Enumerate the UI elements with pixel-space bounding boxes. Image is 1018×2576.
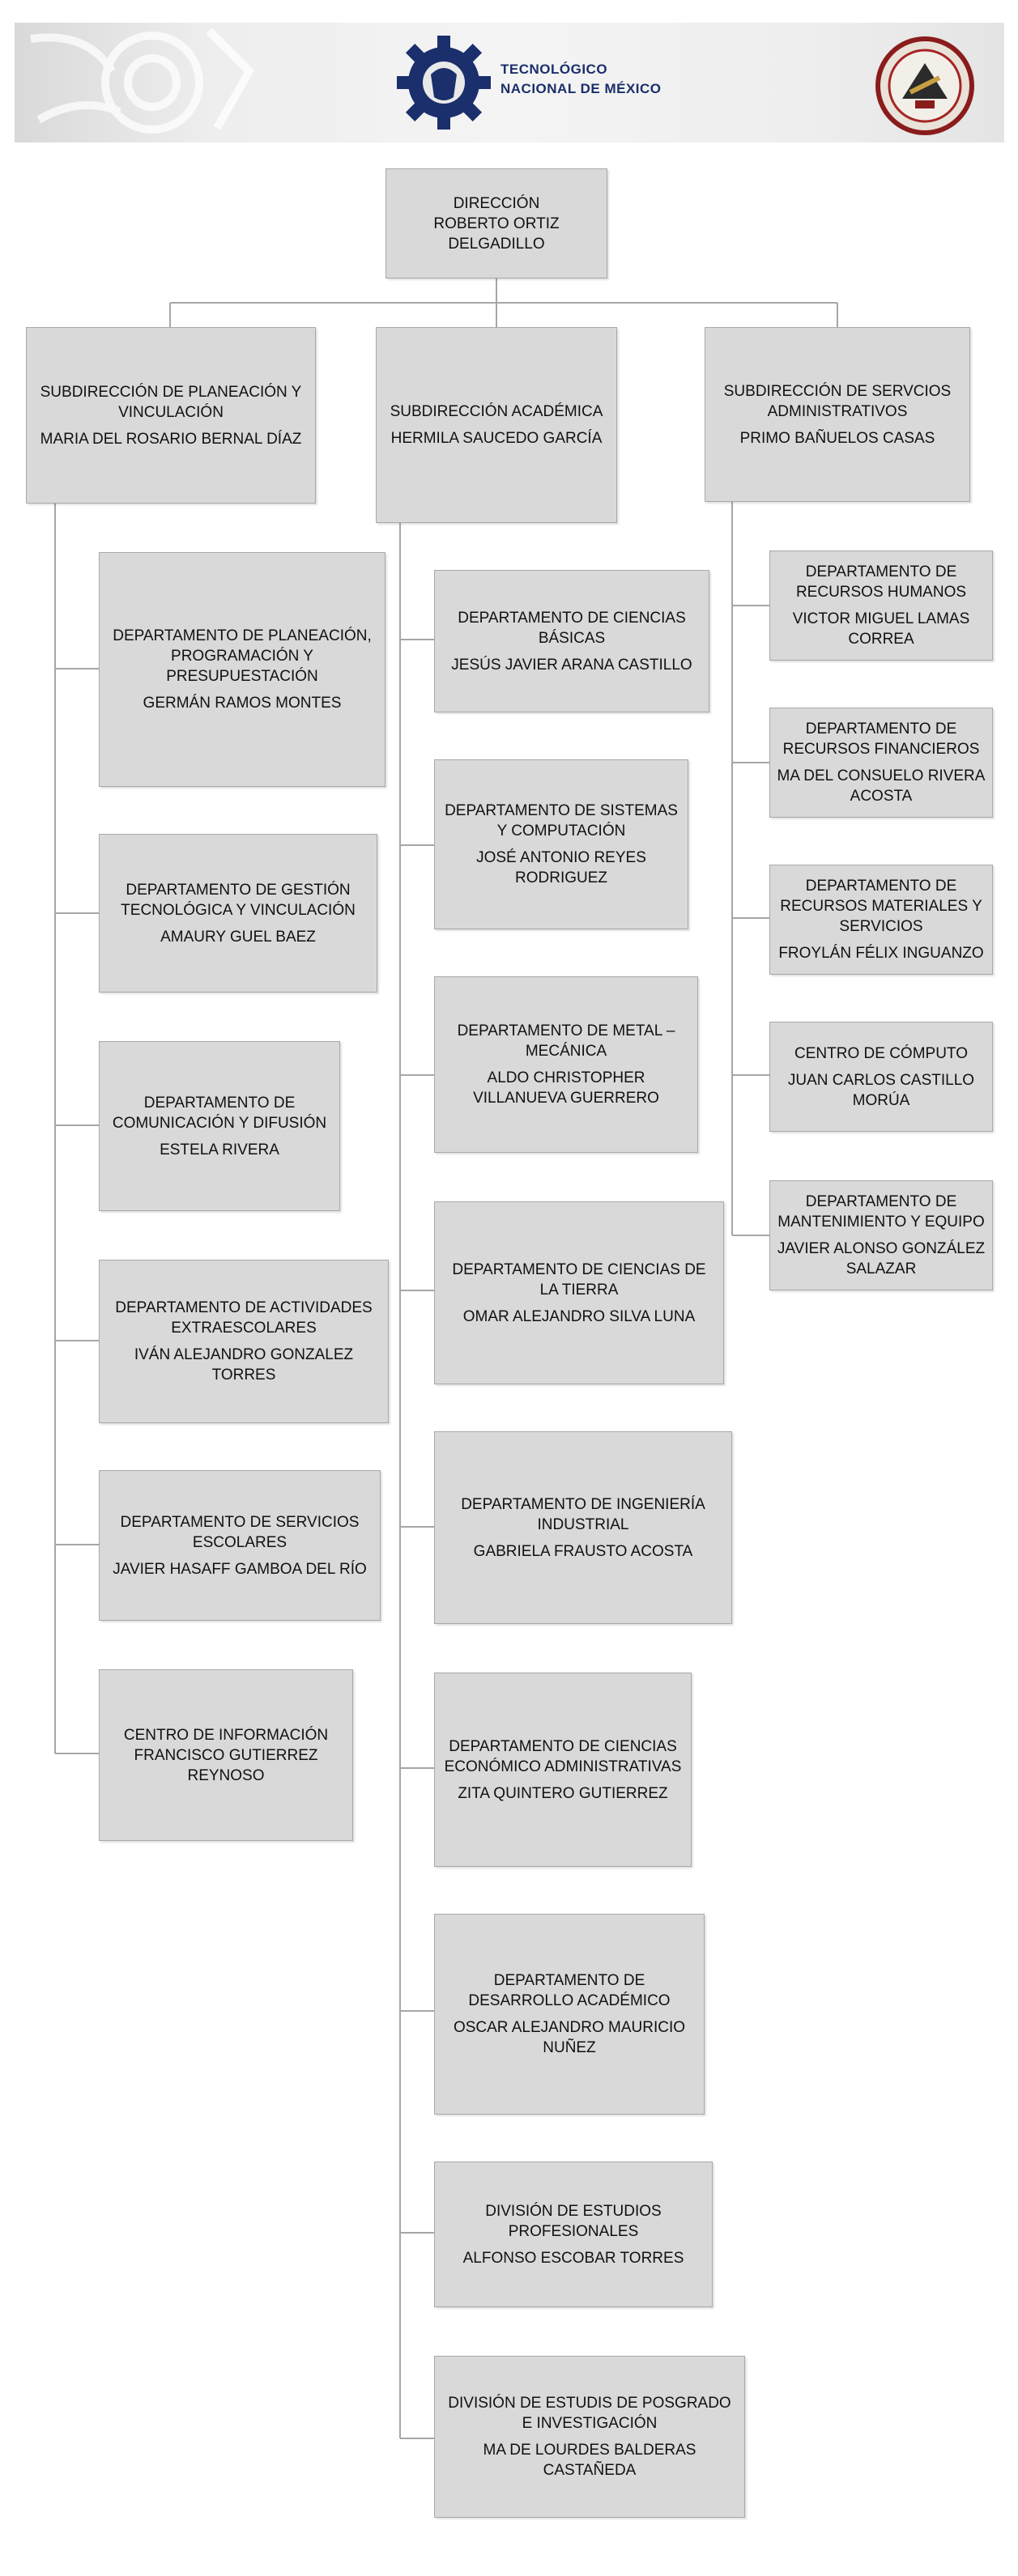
node-title: CENTRO DE CÓMPUTO — [794, 1044, 968, 1062]
subdireccion-planeacion-box — [26, 327, 316, 504]
dept-desarrollo-academico-box — [434, 1914, 705, 2115]
node-title: DEPARTAMENTO DE RECURSOS FINANCIEROS — [782, 721, 980, 758]
node-name: OSCAR ALEJANDRO MAURICIO NUÑEZ — [453, 2019, 686, 2056]
node-name: ESTELA RIVERA — [160, 1141, 279, 1158]
node-name: ALDO CHRISTOPHER VILLANUEVA GUERRERO — [473, 1069, 659, 1107]
node-title: DEPARTAMENTO DE PLANEACIÓN, PROGRAMACIÓN Y PRESUPUESTACIÓN — [113, 627, 372, 685]
node-title: DEPARTAMENTO DE SERVICIOS ESCOLARES — [120, 1513, 360, 1551]
node-title: SUBDIRECCIÓN DE PLANEACIÓN Y VINCULACIÓN — [40, 383, 302, 421]
node-name: ZITA QUINTERO GUTIERREZ — [458, 1784, 668, 1802]
dept-extraescolares-box — [99, 1260, 389, 1423]
node-name: HERMILA SAUCEDO GARCÍA — [390, 430, 603, 447]
dept-ingenieria-industrial-box — [434, 1431, 732, 1624]
node-name: VICTOR MIGUEL LAMAS CORREA — [792, 610, 970, 648]
node-name: JOSÉ ANTONIO REYES RODRIGUEZ — [476, 849, 646, 886]
node-title: SUBDIRECCIÓN DE SERVCIOS ADMINISTRATIVOS — [723, 382, 952, 420]
node-title: DEPARTAMENTO DE RECURSOS HUMANOS — [795, 563, 967, 601]
node-name: MA DEL CONSUELO RIVERA ACOSTA — [777, 767, 986, 805]
node-title: DEPARTAMENTO DE COMUNICACIÓN Y DIFUSIÓN — [112, 1094, 327, 1132]
dept-recursos-financieros-box — [769, 708, 993, 818]
node-name: JAVIER ALONSO GONZÁLEZ SALAZAR — [777, 1240, 986, 1277]
node-title: DEPARTAMENTO DE METAL – MECÁNICA — [457, 1022, 675, 1060]
node-title: CENTRO DE INFORMACIÓN — [123, 1726, 329, 1744]
node-title: DEPARTAMENTO DE MANTENIMIENTO Y EQUIPO — [777, 1193, 985, 1231]
node-name: ALFONSO ESCOBAR TORRES — [462, 2249, 684, 2267]
node-name: JESÚS JAVIER ARANA CASTILLO — [451, 656, 692, 674]
node-name: FRANCISCO GUTIERREZ REYNOSO — [134, 1746, 318, 1784]
dept-sistemas-computacion-box — [434, 759, 688, 929]
node-name: JUAN CARLOS CASTILLO MORÚA — [787, 1071, 975, 1109]
node-name: GERMÁN RAMOS MONTES — [143, 695, 342, 712]
node-title: DEPARTAMENTO DE GESTIÓN TECNOLÓGICA Y VINCULACIÓN — [121, 881, 356, 919]
node-title: DEPARTAMENTO DE DESARROLLO ACADÉMICO — [468, 1972, 671, 2009]
node-title: DEPARTAMENTO DE ACTIVIDADES EXTRAESCOLARES — [115, 1299, 373, 1337]
node-title: DIRECCIÓN — [453, 194, 540, 212]
dept-comunicacion-box — [99, 1041, 340, 1211]
dept-servicios-escolares-box — [99, 1470, 381, 1621]
dept-ciencias-basicas-box — [434, 570, 709, 712]
dept-gestion-tecnologica-box — [99, 834, 377, 993]
subdireccion-academica-box — [376, 327, 617, 523]
node-name: OMAR ALEJANDRO SILVA LUNA — [462, 1307, 696, 1325]
centro-informacion-box — [99, 1669, 353, 1841]
node-title: DEPARTAMENTO DE SISTEMAS Y COMPUTACIÓN — [445, 802, 678, 840]
subdireccion-administrativos-box — [705, 327, 970, 502]
division-estudios-profesionales-box — [434, 2162, 713, 2307]
direccion-box — [385, 168, 607, 278]
node-name: FROYLÁN FÉLIX INGUANZO — [778, 945, 984, 962]
node-name: AMAURY GUEL BAEZ — [160, 928, 316, 946]
tecnm-logo-text: TECNOLÓGICO NACIONAL DE MÉXICO — [500, 62, 662, 96]
dept-recursos-materiales-box — [769, 865, 993, 975]
dept-mantenimiento-box — [769, 1180, 993, 1290]
node-title: DIVISIÓN DE ESTUDIOS PROFESIONALES — [485, 2202, 662, 2240]
node-title: DEPARTAMENTO DE CIENCIAS BÁSICAS — [458, 609, 686, 647]
dept-ciencias-economico-box — [434, 1673, 692, 1867]
node-title: DEPARTAMENTO DE CIENCIAS ECONÓMICO ADMINISTRATIVAS — [444, 1737, 682, 1775]
node-title: DEPARTAMENTO DE CIENCIAS DE LA TIERRA — [452, 1260, 706, 1299]
node-name: PRIMO BAÑUELOS CASAS — [739, 429, 935, 447]
centro-computo-box — [769, 1022, 993, 1132]
node-name: MA DE LOURDES BALDERAS CASTAÑEDA — [483, 2442, 696, 2479]
dept-ciencias-tierra-box — [434, 1201, 724, 1384]
node-name: JAVIER HASAFF GAMBOA DEL RÍO — [113, 1560, 367, 1578]
node-name: IVÁN ALEJANDRO GONZALEZ TORRES — [134, 1346, 354, 1384]
node-title: SUBDIRECCIÓN ACADÉMICA — [390, 403, 603, 420]
node-title: DIVISIÓN DE ESTUDIS DE POSGRADO E INVESTIGACIÓN — [448, 2395, 731, 2432]
node-name: GABRIELA FRAUSTO ACOSTA — [473, 1542, 693, 1560]
node-title: DEPARTAMENTO DE INGENIERÍA INDUSTRIAL — [461, 1495, 705, 1533]
node-title: DEPARTAMENTO DE RECURSOS MATERIALES Y SERVICIOS — [780, 878, 982, 935]
dept-planeacion-box — [99, 552, 385, 787]
dept-metal-mecanica-box — [434, 976, 698, 1153]
node-name: ROBERTO ORTIZ DELGADILLO — [433, 215, 560, 253]
dept-recursos-humanos-box — [769, 550, 993, 661]
node-name: MARIA DEL ROSARIO BERNAL DÍAZ — [40, 430, 302, 448]
division-posgrado-box — [434, 2356, 745, 2518]
